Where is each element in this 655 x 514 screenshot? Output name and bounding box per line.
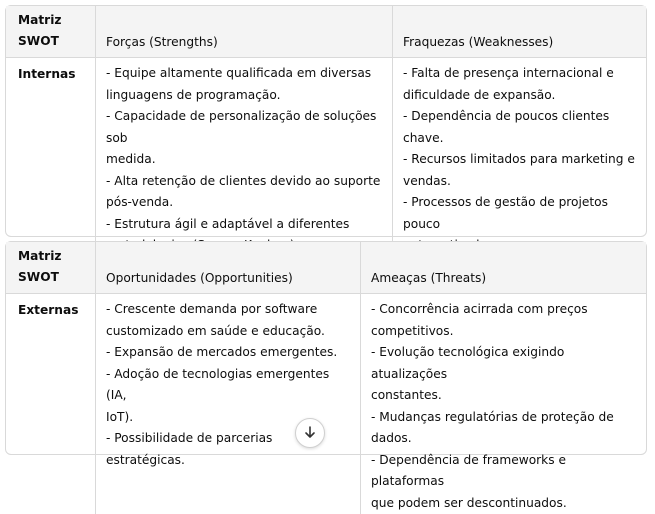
column-header-weaknesses: Fraquezas (Weaknesses) — [392, 6, 646, 58]
strengths-line: medida. — [106, 149, 382, 171]
threats-cell — [360, 294, 646, 514]
weaknesses-line: - Falta de presença internacional e — [403, 63, 636, 85]
threats-line: - Evolução tecnológica exigindo atualizações — [371, 342, 636, 385]
weaknesses-line: vendas. — [403, 171, 636, 193]
table-corner-header — [6, 6, 95, 58]
weaknesses-cell — [392, 58, 646, 257]
threats-line: que podem ser descontinuados. — [371, 493, 636, 514]
opportunities-line: - Possibilidade de parcerias estratégicas. — [106, 428, 350, 471]
strengths-cell — [95, 58, 392, 257]
threats-line: competitivos. — [371, 321, 636, 343]
swot-table-internal — [5, 5, 647, 237]
strengths-line: - Estrutura ágil e adaptável a diferentes — [106, 214, 382, 236]
opportunities-line: customizado em saúde e educação. — [106, 321, 350, 343]
threats-line: - Concorrência acirrada com preços — [371, 299, 636, 321]
row-label-internal: Internas — [6, 58, 95, 257]
opportunities-line: IoT). — [106, 407, 350, 429]
arrow-down-icon — [303, 424, 317, 443]
opportunities-line: - Expansão de mercados emergentes. — [106, 342, 350, 364]
scroll-down-button[interactable] — [295, 418, 325, 448]
strengths-line: linguagens de programação. — [106, 85, 382, 107]
strengths-line: pós-venda. — [106, 192, 382, 214]
row-label-external: Externas — [6, 294, 95, 514]
corner-label-line1: Matriz — [18, 10, 85, 31]
opportunities-cell — [95, 294, 360, 514]
threats-line: - Mudanças regulatórias de proteção de dados. — [371, 407, 636, 450]
weaknesses-line: - Processos de gestão de projetos pouco — [403, 192, 636, 235]
corner-label-line2: SWOT — [18, 267, 85, 288]
weaknesses-line: - Dependência de poucos clientes chave. — [403, 106, 636, 149]
column-header-threats: Ameaças (Threats) — [360, 242, 646, 294]
opportunities-line: - Adoção de tecnologias emergentes (IA, — [106, 364, 350, 407]
threats-line: - Dependência de frameworks e plataformas — [371, 450, 636, 493]
weaknesses-line: - Recursos limitados para marketing e — [403, 149, 636, 171]
table-corner-header — [6, 242, 95, 294]
strengths-line: - Capacidade de personalização de soluções sob — [106, 106, 382, 149]
strengths-line: - Equipe altamente qualificada em diversas — [106, 63, 382, 85]
corner-label-line2: SWOT — [18, 31, 85, 52]
threats-line: constantes. — [371, 385, 636, 407]
corner-label-line1: Matriz — [18, 246, 85, 267]
opportunities-line: - Crescente demanda por software — [106, 299, 350, 321]
column-header-strengths: Forças (Strengths) — [95, 6, 392, 58]
column-header-opportunities: Oportunidades (Opportunities) — [95, 242, 360, 294]
weaknesses-line: dificuldade de expansão. — [403, 85, 636, 107]
swot-table-external — [5, 241, 647, 455]
strengths-line: - Alta retenção de clientes devido ao suporte — [106, 171, 382, 193]
